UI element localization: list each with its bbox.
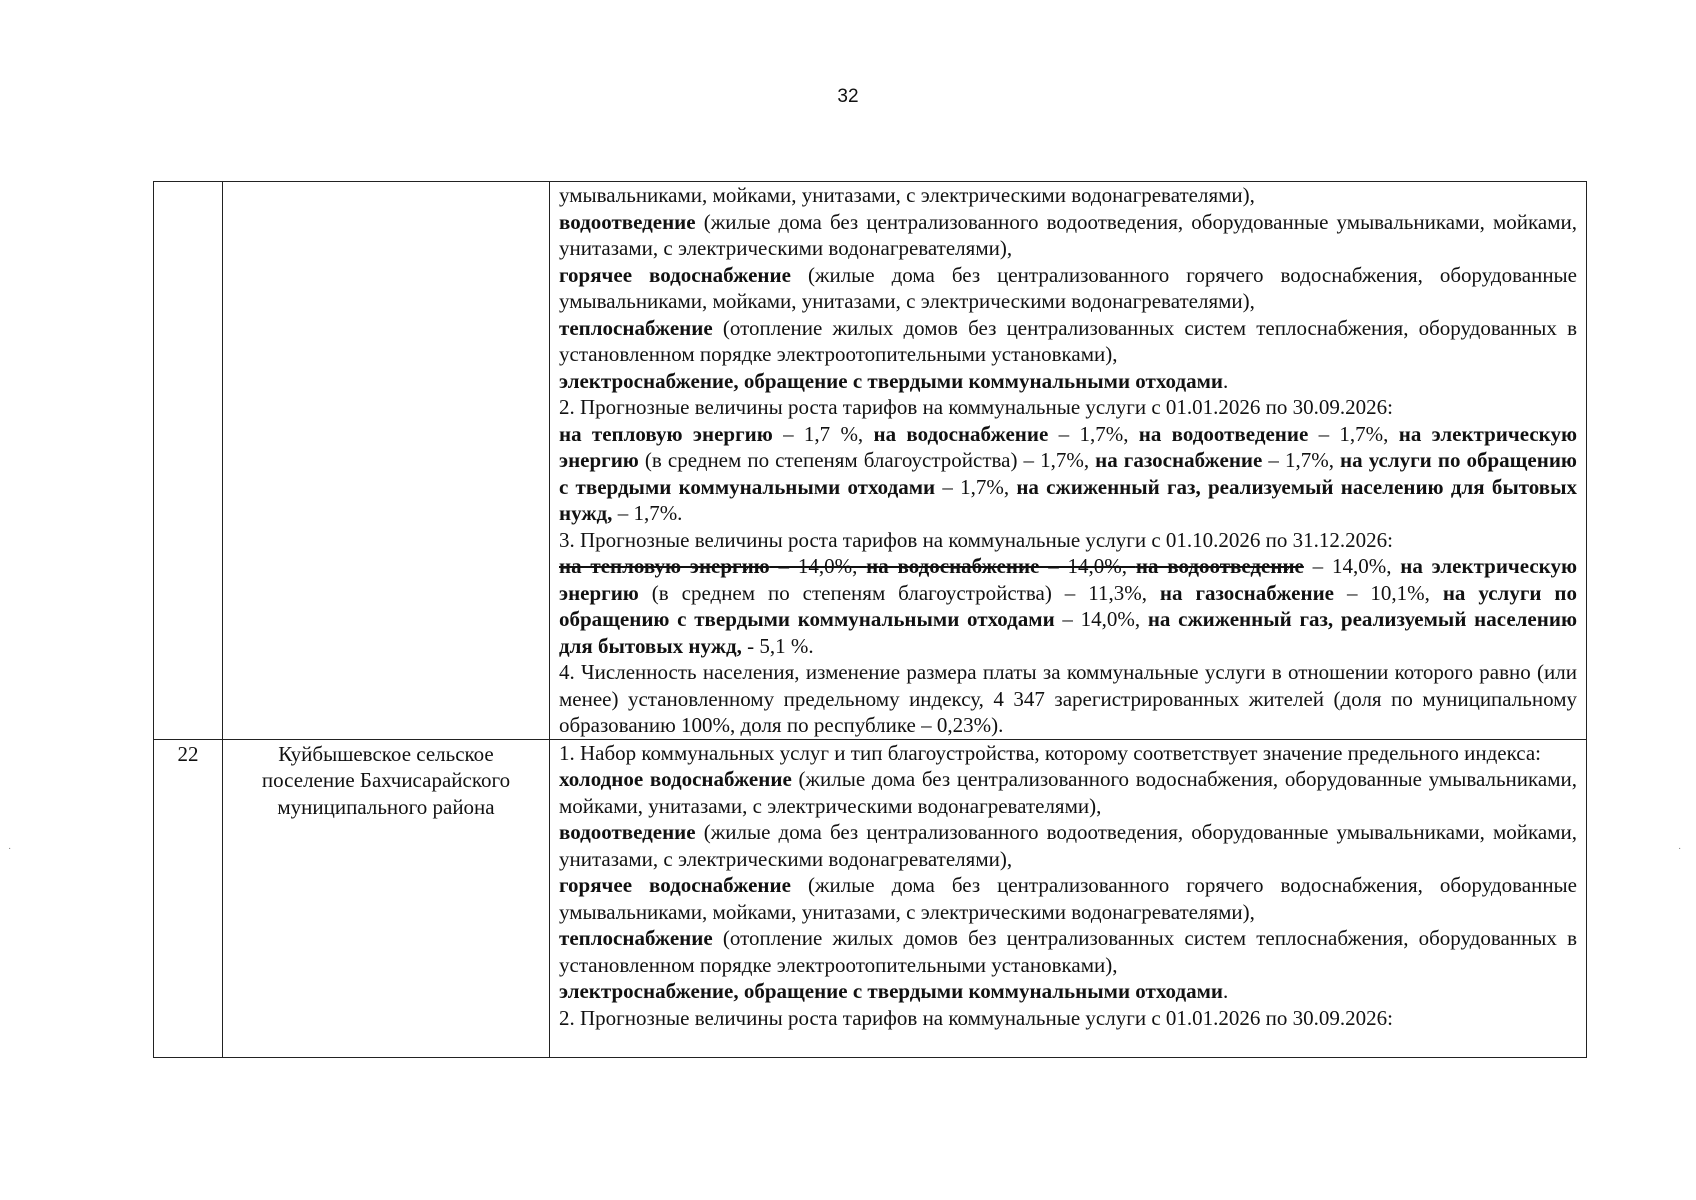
- description-paragraph: [559, 819, 1577, 872]
- text-run: 2. Прогнозные величины роста тарифов на коммунальные услуги с 01.01.2026 по 30.09.2026:: [559, 395, 1393, 419]
- description-cell: [550, 182, 1587, 740]
- text-run: умывальниками, мойками, унитазами, с электрическими водонагревателями),: [559, 183, 1255, 207]
- description-paragraph: [559, 527, 1577, 554]
- bold-text-run: на водоотведение: [1138, 421, 1309, 446]
- text-run: - 5,1 %.: [741, 633, 814, 658]
- text-run: – 1,7%.: [612, 501, 683, 525]
- bold-text-run: на водоснабжение: [866, 554, 1040, 578]
- table-row: [154, 182, 1587, 740]
- bold-text-run: горячее водоснабжение: [559, 262, 791, 287]
- tariff-table: [153, 181, 1587, 1058]
- text-run: .: [1222, 368, 1229, 393]
- description-paragraph: [559, 978, 1577, 1005]
- text-run: – 1,7%,: [1308, 421, 1399, 446]
- municipality-name-cell: Куйбышевское сельское поселение Бахчисарайского муниципального района: [223, 739, 550, 1057]
- bold-text-run: на тепловую энергию: [559, 554, 770, 578]
- bold-text-run: водоотведение: [559, 820, 696, 844]
- description-text: [559, 182, 1577, 739]
- description-paragraph: [559, 209, 1577, 262]
- description-paragraph: [559, 659, 1577, 739]
- row-number-cell: 22: [154, 739, 223, 1057]
- bold-text-run: на сжиженный газ, реализуемый населению для бытовых нужд,: [559, 474, 1577, 525]
- description-paragraph: [559, 553, 1577, 659]
- description-paragraph: [559, 740, 1577, 767]
- bold-text-run: теплоснабжение: [559, 315, 713, 340]
- bold-text-run: водоотведение: [559, 209, 696, 234]
- bold-text-run: теплоснабжение: [559, 926, 713, 950]
- text-run: (в среднем по степеням благоустройства) – 11,3%,: [638, 580, 1160, 605]
- text-run: (жилые дома без централизованного горячего водоснабжения, оборудованные умывальниками, мойками, унитазами, с электрическими водонагревателями),: [559, 873, 1577, 924]
- description-paragraph: [559, 925, 1577, 978]
- text-run: – 14,0%,: [1054, 607, 1148, 631]
- text-run: 2. Прогнозные величины роста тарифов на коммунальные услуги с 01.01.2026 по 30.09.2026:: [559, 1005, 1393, 1030]
- text-run: (в среднем по степеням благоустройства) – 1,7%,: [638, 448, 1096, 472]
- bold-text-run: на тепловую энергию: [559, 421, 773, 446]
- text-run: – 14,0%,: [1039, 554, 1136, 578]
- description-paragraph: [559, 182, 1577, 209]
- text-run: 3. Прогнозные величины роста тарифов на коммунальные услуги с 01.10.2026 по 31.12.2026:: [559, 527, 1393, 552]
- description-paragraph: [559, 315, 1577, 368]
- bold-text-run: горячее водоснабжение: [559, 873, 791, 897]
- description-paragraph: [559, 368, 1577, 395]
- row-number-cell: [154, 182, 223, 740]
- bold-text-run: холодное водоснабжение: [559, 767, 792, 791]
- text-run: (жилые дома без централизованного водоснабжения, оборудованные умывальниками, мойками, унитазами, с электрическими водонагревателями),: [559, 767, 1577, 818]
- bold-text-run: на электрическую энергию: [559, 421, 1577, 472]
- description-paragraph: [559, 394, 1577, 421]
- description-paragraph: [559, 421, 1577, 527]
- text-run: 4. Численность населения, изменение размера платы за коммунальные услуги в отношении которого равно (или менее) установленному предельному индексу, 4 347 зарегистрированных жителей (доля по муниципальному образованию 100%, доля по республике – 0,23%).: [559, 660, 1577, 737]
- text-run: – 10,1%,: [1334, 580, 1443, 605]
- scan-mark-right: ·: [1678, 843, 1682, 854]
- description-cell: [550, 739, 1587, 1057]
- bold-text-run: электроснабжение, обращение с твердыми коммунальными отходами: [559, 979, 1223, 1003]
- text-run: (отопление жилых домов без централизованных систем теплоснабжения, оборудованных в установленном порядке электроотопительными установками),: [559, 315, 1577, 366]
- description-paragraph: [559, 872, 1577, 925]
- bold-text-run: на услуги по обращению с твердыми коммунальными отходами: [559, 448, 1577, 499]
- text-run: – 14,0%,: [769, 554, 867, 578]
- scan-mark-left: ·: [8, 843, 12, 854]
- bold-text-run: на газоснабжение: [1095, 448, 1263, 472]
- text-run: – 1,7 %,: [772, 421, 874, 446]
- bold-text-run: на газоснабжение: [1159, 580, 1334, 605]
- text-run: (жилые дома без централизованного водоотведения, оборудованные умывальниками, мойками, унитазами, с электрическими водонагревателями),: [559, 209, 1577, 260]
- bold-text-run: на услуги по обращению с твердыми коммунальными отходами: [559, 580, 1578, 631]
- text-run: – 1,7%,: [935, 474, 1017, 499]
- description-text: [559, 740, 1577, 1032]
- bold-text-run: электроснабжение, обращение с твердыми коммунальными отходами: [559, 368, 1223, 393]
- description-paragraph: [559, 1005, 1577, 1032]
- text-run: – 14,0%,: [1303, 554, 1401, 578]
- table-row: [154, 739, 1587, 1057]
- text-run: (жилые дома без централизованного водоотведения, оборудованные умывальниками, мойками, унитазами, с электрическими водонагревателями),: [559, 820, 1577, 871]
- page-number: 32: [837, 86, 859, 107]
- text-run: – 1,7%,: [1048, 421, 1139, 446]
- bold-text-run: на электрическую энергию: [559, 554, 1578, 605]
- bold-text-run: на сжиженный газ, реализуемый населению для бытовых нужд,: [559, 607, 1577, 658]
- text-run: – 1,7%,: [1262, 448, 1341, 472]
- text-run: (жилые дома без централизованного горячего водоснабжения, оборудованные умывальниками, мойками, унитазами, с электрическими водонагревателями),: [559, 262, 1577, 313]
- bold-text-run: на водоотведение: [1135, 554, 1304, 578]
- description-paragraph: [559, 766, 1577, 819]
- text-run: 1. Набор коммунальных услуг и тип благоустройства, которому соответствует значение предельного индекса:: [559, 740, 1541, 765]
- municipality-name-cell: [223, 182, 550, 740]
- description-paragraph: [559, 262, 1577, 315]
- text-run: (отопление жилых домов без централизованных систем теплоснабжения, оборудованных в установленном порядке электроотопительными установками),: [559, 926, 1577, 977]
- text-run: .: [1222, 979, 1229, 1003]
- bold-text-run: на водоснабжение: [873, 421, 1049, 446]
